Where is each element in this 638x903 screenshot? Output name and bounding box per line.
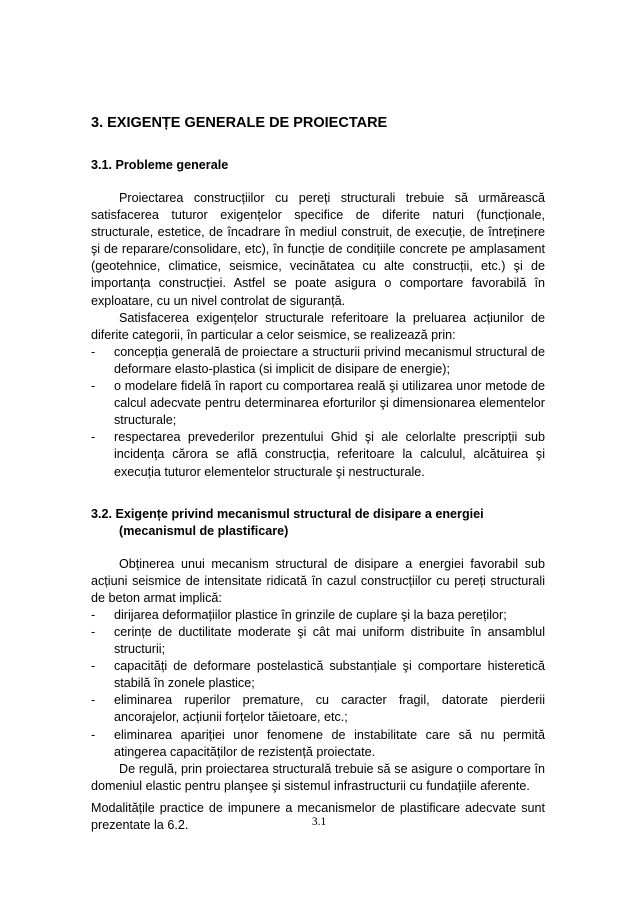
section-3-2-paragraph-3: Modalitățile practice de impunere a mecanismelor de plastificare adecvate sunt prezentate la 6.2. xyxy=(91,800,545,832)
section-3-2-paragraph-2: De regulă, prin proiectarea structurală trebuie să se asigure o comportare în domeniul elastic pentru planşee şi sistemul infrastructurii cu fundațiile aferente. xyxy=(91,761,545,793)
page-content xyxy=(91,114,545,834)
list-item: - cerințe de ductilitate moderate şi cât mai uniform distribuite în ansamblul structurii; xyxy=(91,624,545,658)
section-3-2-paragraph-1: Obținerea unui mecanism structural de disipare a energiei favorabil sub acțiuni seismice de intensitate ridicată în cazul construcțiilor cu pereți structurali de beton armat implică: xyxy=(91,556,545,605)
section-3-2-heading-line-2: (mecanismul de plastificare) xyxy=(119,523,289,538)
section-3-1-heading: 3.1. Probleme generale xyxy=(91,158,229,172)
list-item: - respectarea prevederilor prezentului Ghid şi ale celorlalte prescripții sub incidența cărora se află construcția, referitoare la calculul, alcătuirea şi execuția tuturor elementelor structurale şi nestructurale. xyxy=(91,429,545,480)
list-item: - dirijarea deformațiilor plastice în grinzile de cuplare şi la baza pereților; xyxy=(91,607,545,624)
section-3-2-heading-line-1: 3.2. Exigențe privind mecanismul structural de disipare a energiei xyxy=(91,506,484,521)
list-item: - concepția generală de proiectare a structurii privind mecanismul structural de deformare elasto-plastica (si implicit de disipare de energie); xyxy=(91,344,545,378)
list-item: - eliminarea ruperilor premature, cu caracter fragil, datorate pierderii ancorajelor, acțiunii forțelor tăietoare, etc.; xyxy=(91,692,545,726)
list-item: - capacități de deformare postelastică substanțiale şi comportare histeretică stabilă în zonele plastice; xyxy=(91,658,545,692)
list-item: - o modelare fidelă în raport cu comportarea reală şi utilizarea unor metode de calcul adecvate pentru determinarea eforturilor şi dimensionarea elementelor structurale; xyxy=(91,378,545,429)
section-3-1-paragraph-1: Proiectarea construcțiilor cu pereți structurali trebuie să urmărească satisfacerea tuturor exigențelor specifice de diferite naturi (funcționale, structurale, estetice, de încadrare în mediul construit, de execuție, de întreținere şi de reparare/consolidare, etc), în funcție de condițiile concrete pe amplasament (geotehnice, climatice, seismice, vecinătatea cu alte construcții, etc.) şi de importanța construcției. Astfel se poate asigura o comportare favorabilă în exploatare, cu un nivel controlat de siguranță. xyxy=(91,191,545,308)
spacer xyxy=(91,481,545,506)
section-3-2-bullet-list xyxy=(91,607,545,761)
list-item: - eliminarea apariției unor fenomene de instabilitate care să nu permită atingerea capacităților de rezistență proiectate. xyxy=(91,727,545,761)
section-3-2-heading xyxy=(91,506,545,540)
page-number: 3.1 xyxy=(311,816,327,828)
chapter-title: 3. EXIGENȚE GENERALE DE PROIECTARE xyxy=(91,115,388,131)
section-3-1-bullet-list xyxy=(91,344,545,481)
section-3-1-paragraph-2: Satisfacerea exigențelor structurale referitoare la preluarea acțiunilor de diferite categorii, în particular a celor seismice, se realizează prin: xyxy=(91,310,545,342)
